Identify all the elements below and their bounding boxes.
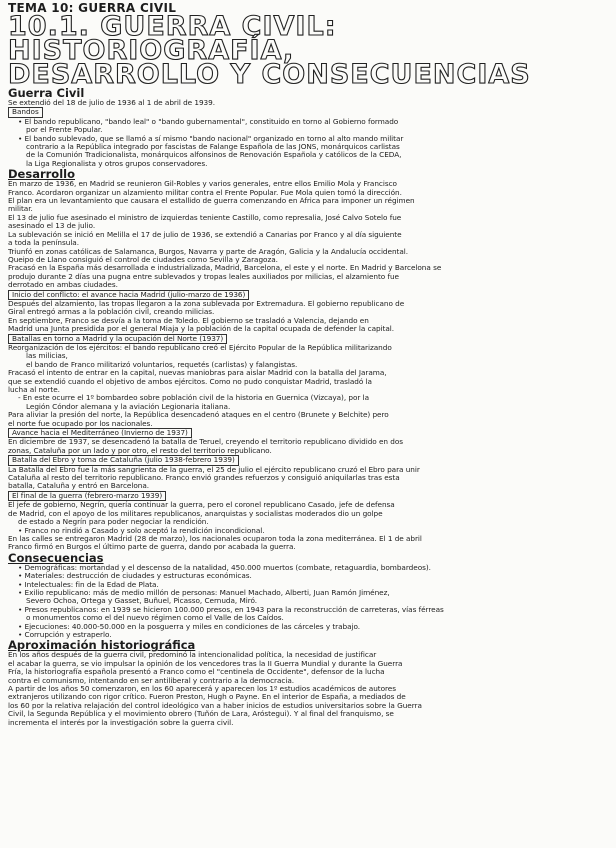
note-line: • Exilio republicano: más de medio millón de personas: Manuel Machado, Alberti, Juan Ramón Jiménez, (18, 588, 390, 597)
section-heading: Aproximación historiográfica (8, 638, 196, 653)
boxed-subheading: Batalla del Ebro y toma de Cataluña (julio 1938-febrero 1939) (8, 455, 239, 465)
note-line: El plan era un levantamiento que causara el estallido de guerra comenzando en África para imponer un régimen (8, 197, 415, 206)
note-line: o monumentos como el del nuevo régimen como el Valle de los Caídos. (26, 614, 284, 623)
note-line: Queipo de Llano consiguió el control de ciudades como Sevilla y Zaragoza. (8, 255, 278, 264)
note-line: el bando de Franco militarizó voluntarios, requetés (carlistas) y falangistas. (26, 360, 298, 369)
note-line: • El bando republicano, "bando leal" o "bando gubernamental", constituido en torno al Gobierno formado (18, 117, 399, 126)
note-line: de estado a Negrín para poder negociar la rendición. (18, 518, 209, 527)
topic-heading: TEMA 10: GUERRA CIVIL (8, 1, 177, 15)
note-line: • El bando sublevado, que se llamó a sí mismo "bando nacional" organizado en torno al alto mando militar (18, 134, 404, 143)
boxed-subheading: Bandos (8, 107, 43, 117)
note-line: derrotado en ambas ciudades. (8, 281, 118, 290)
note-line (8, 290, 606, 300)
note-line: • Ejecuciones: 40.000-50.000 en la posguerra y miles en condiciones de las cárceles y trabajo. (18, 622, 361, 631)
note-line (8, 428, 606, 438)
note-line: En diciembre de 1937, se desencadenó la batalla de Teruel, creyendo el territorio republicano dividido en dos (8, 438, 404, 447)
note-line: el norte fue ocupado por los nacionales. (8, 419, 153, 428)
note-line: • Corrupción y estraperlo. (18, 630, 112, 639)
note-line: militar. (8, 205, 33, 214)
note-line: lucha al norte. (8, 386, 60, 394)
note-line: Severo Ochoa, Ortega y Gasset, Buñuel, Picasso, Cernuda, Miró. (26, 597, 258, 606)
boxed-subheading: Batallas en torno a Madrid y la ocupación del Norte (1937) (8, 334, 227, 344)
note-line: • Intelectuales: fin de la Edad de Plata. (18, 580, 159, 589)
note-line: incrementa el interés por la investigación sobre la guerra civil. (8, 718, 234, 727)
note-line: • Materiales: destrucción de ciudades y estructuras económicas. (18, 572, 252, 581)
note-line: zonas, Cataluña por un lado y por otro, el resto del territorio republicano. (8, 446, 272, 455)
note-line: contra el comunismo, intentando en ser antiliberal y contrario a la democracia. (8, 676, 295, 685)
note-line: La sublevación se inició en Melilla el 17 de julio de 1936, se extendió a Canarias por Franco y al día siguiente (8, 230, 402, 239)
note-line: las milicias, (26, 352, 68, 361)
page-title-line-2: DESARROLLO Y CONSECUENCIAS (8, 59, 531, 90)
section-heading: Desarrollo (8, 167, 75, 182)
note-line: En las calles se entregaron Madrid (28 de marzo), los nacionales ocuparon toda la zona mediterránea. El 1 de abril (8, 534, 422, 543)
note-line: produjo durante 2 días una pugna entre sublevados y tropas leales auxiliados por milicias, el alzamiento fue (8, 272, 399, 281)
note-line: que se extendió cuando el objetivo de ambos ejércitos. Como no pudo conquistar Madrid, trasladó la (8, 377, 372, 386)
note-line: En septiembre, Franco se desvía a la toma de Toledo. El gobierno se trasladó a Valencia, dejando en (8, 316, 369, 325)
note-line: batalla, Cataluña y entró en Barcelona. (8, 482, 150, 491)
note-line: asesinado el 13 de julio. (8, 222, 96, 231)
note-line: por el Frente Popular. (26, 126, 103, 135)
note-line: En los años después de la guerra civil, predominó la intencionalidad política, la necesidad de justificar (8, 651, 377, 660)
notes-body (8, 87, 606, 727)
note-line: Cataluña al resto del territorio republicano. Franco envió grandes refuerzos y consiguió aniquilarlas tras esta (8, 474, 400, 483)
note-line: • Presos republicanos: en 1939 se hicieron 100.000 presos, en 1943 para la reconstrucción de carreteras, vías férreas (18, 605, 444, 614)
note-line (8, 455, 606, 465)
note-line: • Franco no rindió a Casado y solo aceptó la rendición incondicional. (18, 526, 265, 535)
section-heading: Consecuencias (8, 550, 104, 565)
note-line: extranjeros utilizando con rigor crítico. Fueron Preston, Hugh o Payne. En el interior de España, a mediados de (8, 693, 406, 702)
note-line: Fracasó el intento de entrar en la capital, nuevas maniobras para aislar Madrid con la batalla del Jarama, (8, 369, 387, 378)
note-line: La Batalla del Ebro fue la más sangrienta de la guerra, el 25 de julio el ejército republicano cruzó el Ebro para unir (8, 465, 420, 474)
boxed-subheading: Inicio del conflicto: el avance hacia Madrid (julio-marzo de 1936) (8, 290, 249, 300)
note-line: a toda la península. (8, 239, 79, 248)
note-line: el acabar la guerra, se vio impulsar la opinión de los vencedores tras la II Guerra Mundial y durante la Guerra (8, 659, 403, 668)
note-line: Franco firmó en Burgos el último parte de guerra, dando por acabada la guerra. (8, 543, 296, 552)
note-line: A partir de los años 50 comenzaron, en los 60 aparecerá y aparecen los 1º estudios académicos de autores (8, 685, 396, 693)
note-line: la Liga Regionalista y otros grupos conservadores. (26, 159, 208, 168)
note-line: Giral entregó armas a la población civil, creando milicias. (8, 308, 215, 317)
note-line: los 60 por la relativa relajación del control ideológico van a haber inicios de estudios universitarios sobre la Guerra (8, 701, 422, 710)
note-line: Después del alzamiento, las tropas llegaron a la zona sublevada por Extremadura. El gobierno republicano de (8, 299, 405, 308)
note-line: contrario a la República integrado por fascistas de Falange Española de las JONS, monárquicos carlistas (26, 143, 400, 152)
note-line: Triunfó en zonas católicas de Salamanca, Burgos, Navarra y parte de Aragón, Galicia y la Andalucía occidental. (8, 247, 409, 256)
note-line: Franco. Acordaron organizar un alzamiento militar contra el Frente Popular. Fue Mola quien tomó la dirección. (8, 188, 402, 197)
note-line: de la Comunión Tradicionalista, monárquicos alfonsinos de Renovación Española y católicos de la CEDA, (26, 151, 402, 160)
note-line (8, 107, 606, 117)
boxed-subheading: El final de la guerra (febrero-marzo 1939) (8, 491, 166, 501)
note-line: Fracasó en la España más desarrollada e industrializada, Madrid, Barcelona, el este y el norte. En Madrid y Barcelona se (8, 264, 442, 273)
note-line: • Demográficas: mortandad y el descenso de la natalidad, 450.000 muertos (combate, retaguardia, bombardeos). (18, 563, 431, 572)
note-line: Madrid una Junta presidida por el general Miaja y la población de la capital ocupada de defender la capital. (8, 325, 395, 334)
note-line: El jefe de gobierno, Negrín, quería continuar la guerra, pero el coronel republicano Casado, jefe de defensa (8, 501, 395, 510)
note-line: Se extendió del 18 de julio de 1936 al 1 de abril de 1939. (8, 99, 216, 107)
note-line: Legión Cóndor alemana y la aviación Legionaria italiana. (26, 402, 231, 411)
note-line: Reorganización de los ejércitos: el bando republicano creó el Ejército Popular de la República militarizando (8, 343, 392, 352)
note-line: El 13 de julio fue asesinado el ministro de izquierdas teniente Castillo, como represalia, José Calvo Sotelo fue (8, 213, 402, 222)
section-heading: Guerra Civil (8, 86, 85, 100)
note-line: Para aliviar la presión del norte, la República desencadenó ataques en el centro (Brunete y Belchite) pero (8, 411, 389, 420)
page-title-line-1: 10.1. GUERRA CIVIL: HISTORIOGRAFÍA, (8, 11, 337, 66)
note-line (8, 334, 606, 344)
boxed-subheading: Avance hacia el Mediterráneo (Invierno de 1937) (8, 428, 192, 438)
note-line: de Madrid, con el apoyo de los militares republicanos, anarquistas y socialistas moderados dio un golpe (8, 509, 383, 518)
note-line: - En este ocurre el 1º bombardeo sobre población civil de la historia en Guernica (Vizcaya), por la (18, 394, 370, 403)
note-line: Civil, la Segunda República y el movimiento obrero (Tuñón de Lara, Aróstegui). Y al final del franquismo, se (8, 710, 394, 719)
note-line: Fría, la historiografía española presentó a Franco como el "centinela de Occidente", defensor de la lucha (8, 668, 385, 677)
note-line: En marzo de 1936, en Madrid se reunieron Gil-Robles y varios generales, entre ellos Emilio Mola y Francisco (8, 180, 397, 189)
note-line (8, 491, 606, 501)
